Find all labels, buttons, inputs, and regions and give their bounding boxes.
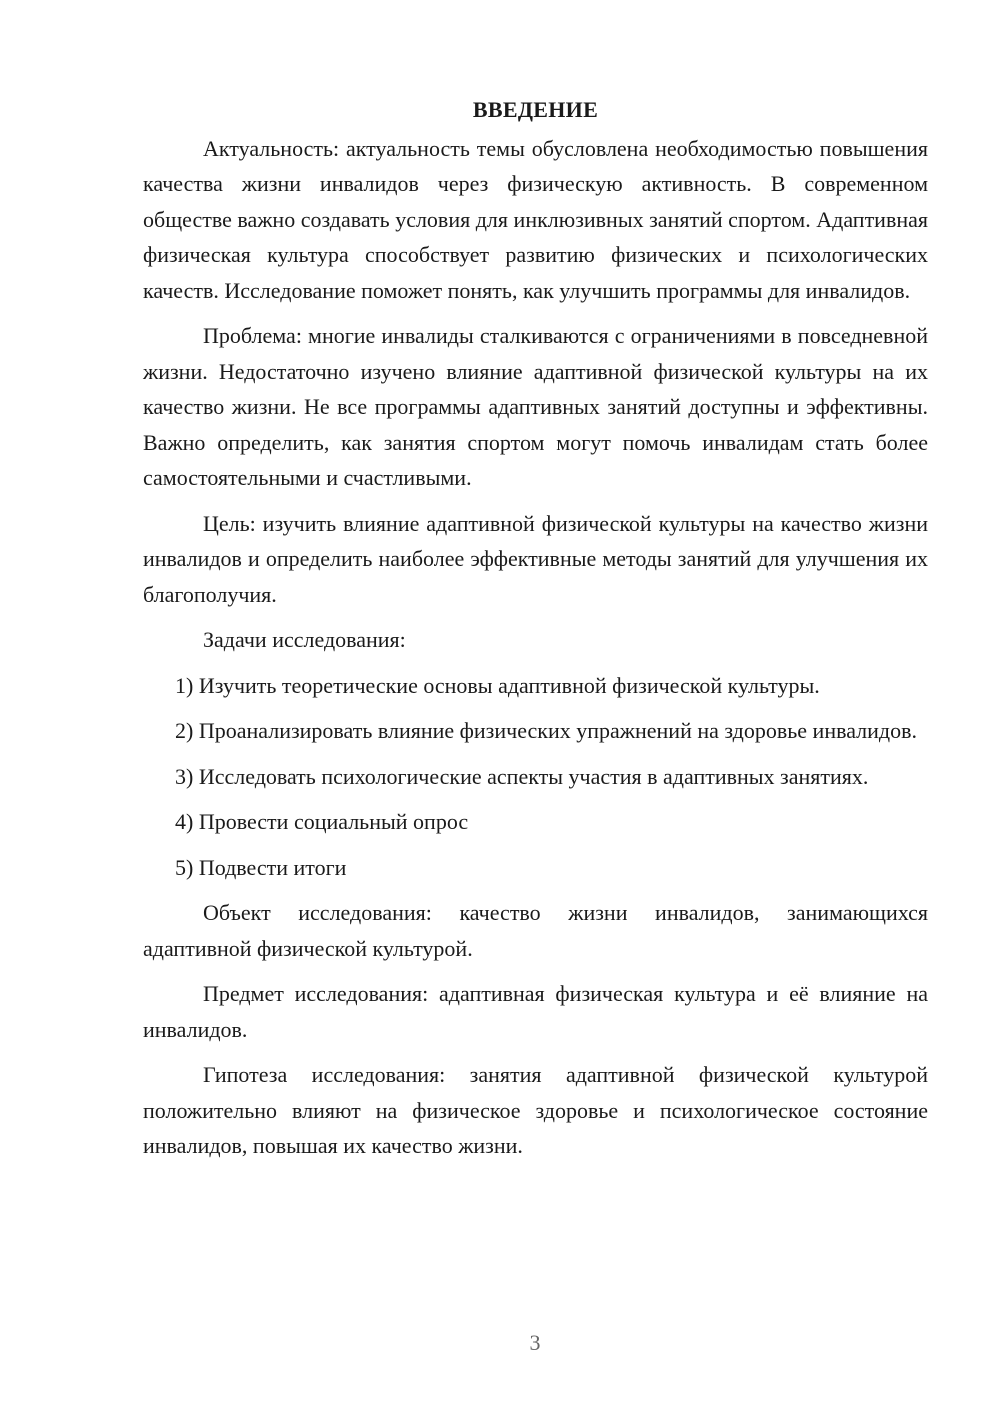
task-item: 4) Провести социальный опрос <box>175 809 469 834</box>
task-item: 5) Подвести итоги <box>175 854 347 880</box>
goal-paragraph: Цель: изучить влияние адаптивной физической культуры на качество жизни инвалидов и определить наиболее эффективные методы занятий для улучшения их благополучия. <box>143 510 928 607</box>
tasks-list <box>143 668 928 886</box>
section-title: ВВЕДЕНИЕ <box>472 97 599 122</box>
hypothesis-paragraph: Гипотеза исследования: занятия адаптивной физической культурой положительно влияют на физическое здоровье и психологическое состояние инвалидов, повышая их качество жизни. <box>143 1062 928 1158</box>
problem-paragraph: Проблема: многие инвалиды сталкиваются с ограничениями в повседневной жизни. Недостаточно изучено влияние адаптивной физической культуры на их качество жизни. Не все программы адаптивных занятий доступны и эффективны. Важно определить, как занятия спортом могут помочь инвалидам стать более самостоятельными и счастливыми. <box>143 323 928 490</box>
task-item: 1) Изучить теоретические основы адаптивной физической культуры. <box>175 672 820 698</box>
object-paragraph: Объект исследования: качество жизни инвалидов, занимающихся адаптивной физической культурой. <box>143 900 928 961</box>
task-item: 2) Проанализировать влияние физических упражнений на здоровье инвалидов. <box>175 718 917 743</box>
subject-paragraph: Предмет исследования: адаптивная физическая культура и её влияние на инвалидов. <box>143 981 928 1042</box>
page-number: 3 <box>529 1330 541 1355</box>
relevance-paragraph: Актуальность: актуальность темы обусловлена необходимостью повышения качества жизни инвалидов через физическую активность. В современном обществе важно создавать условия для инклюзивных занятий спортом. Адаптивная физическая культура способствует развитию физических и психологических качеств. Исследование поможет понять, как улучшить программы для инвалидов. <box>143 135 928 303</box>
document-page <box>143 92 928 1174</box>
task-item: 3) Исследовать психологические аспекты участия в адаптивных занятиях. <box>175 763 869 789</box>
tasks-heading: Задачи исследования: <box>203 627 406 652</box>
